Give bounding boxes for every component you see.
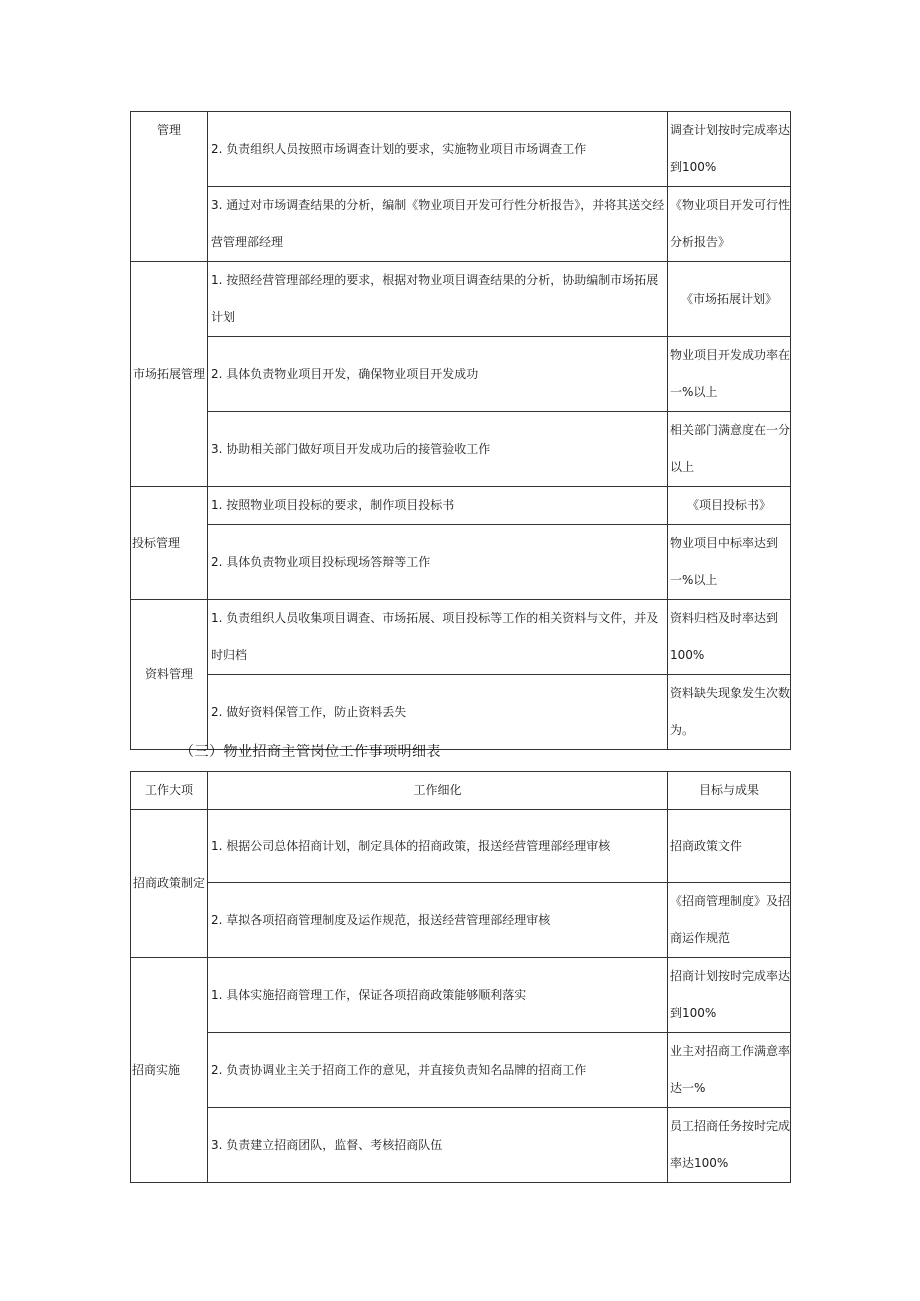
detail-cell: 1. 根据公司总体招商计划，制定具体的招商政策，报送经营管理部经理审核: [208, 810, 668, 883]
detail-cell: 2. 草拟各项招商管理制度及运作规范，报送经营管理部经理审核: [208, 883, 668, 958]
table-row: [131, 487, 791, 525]
result-cell: 《物业项目开发可行性分析报告》: [668, 187, 791, 262]
detail-cell: 2. 负责协调业主关于招商工作的意见，并直接负责知名品牌的招商工作: [208, 1033, 668, 1108]
detail-cell: 1. 按照经营管理部经理的要求，根据对物业项目调查结果的分析，协助编制市场拓展计划: [208, 262, 668, 337]
category-cell: 投标管理: [131, 487, 208, 600]
result-cell: 招商政策文件: [668, 810, 791, 883]
detail-cell: 3. 负责建立招商团队，监督、考核招商队伍: [208, 1108, 668, 1183]
table-market-duties: [130, 111, 791, 750]
result-cell: 业主对招商工作满意率达一%: [668, 1033, 791, 1108]
table-row: [131, 337, 791, 412]
detail-cell: 2. 具体负责物业项目投标现场答辩等工作: [208, 525, 668, 600]
detail-cell: 1. 具体实施招商管理工作，保证各项招商政策能够顺利落实: [208, 958, 668, 1033]
table-merchant-duties: [130, 771, 791, 1183]
detail-cell: 3. 通过对市场调查结果的分析，编制《物业项目开发可行性分析报告》，并将其送交经营管理部经理: [208, 187, 668, 262]
detail-cell: 3. 协助相关部门做好项目开发成功后的接管验收工作: [208, 412, 668, 487]
table-row: [131, 112, 791, 187]
detail-cell: 1. 按照物业项目投标的要求，制作项目投标书: [208, 487, 668, 525]
table-row: [131, 600, 791, 675]
category-cell: 资料管理: [131, 600, 208, 750]
table-row: [131, 958, 791, 1033]
column-header: 工作大项: [131, 772, 208, 810]
table-row: [131, 810, 791, 883]
category-cell: 招商实施: [131, 958, 208, 1183]
result-cell: 《市场拓展计划》: [668, 262, 791, 337]
table-row: [131, 525, 791, 600]
detail-cell: 2. 负责组织人员按照市场调查计划的要求，实施物业项目市场调查工作: [208, 112, 668, 187]
table-row: [131, 1108, 791, 1183]
result-cell: 物业项目中标率达到一%以上: [668, 525, 791, 600]
section-title: （三）物业招商主管岗位工作事项明细表: [180, 744, 441, 760]
category-cell: 管理: [131, 112, 208, 262]
result-cell: 资料缺失现象发生次数为。: [668, 675, 791, 750]
column-header: 目标与成果: [668, 772, 791, 810]
column-header: 工作细化: [208, 772, 668, 810]
category-cell: 招商政策制定: [131, 810, 208, 958]
result-cell: 资料归档及时率达到100%: [668, 600, 791, 675]
table-row: [131, 1033, 791, 1108]
table-row: [131, 262, 791, 337]
detail-cell: 1. 负责组织人员收集项目调查、市场拓展、项目投标等工作的相关资料与文件，并及时归档: [208, 600, 668, 675]
detail-cell: 2. 具体负责物业项目开发，确保物业项目开发成功: [208, 337, 668, 412]
detail-cell: 2. 做好资料保管工作，防止资料丢失: [208, 675, 668, 750]
table-row: [131, 187, 791, 262]
result-cell: 招商计划按时完成率达到100%: [668, 958, 791, 1033]
result-cell: 员工招商任务按时完成率达100%: [668, 1108, 791, 1183]
table-row: [131, 412, 791, 487]
table-header-row: [131, 772, 791, 810]
result-cell: 相关部门满意度在一分以上: [668, 412, 791, 487]
result-cell: 物业项目开发成功率在一%以上: [668, 337, 791, 412]
result-cell: 《项目投标书》: [668, 487, 791, 525]
result-cell: 调查计划按时完成率达到100%: [668, 112, 791, 187]
result-cell: 《招商管理制度》及招商运作规范: [668, 883, 791, 958]
table-row: [131, 883, 791, 958]
category-cell: 市场拓展管理: [131, 262, 208, 487]
table-row: [131, 675, 791, 750]
